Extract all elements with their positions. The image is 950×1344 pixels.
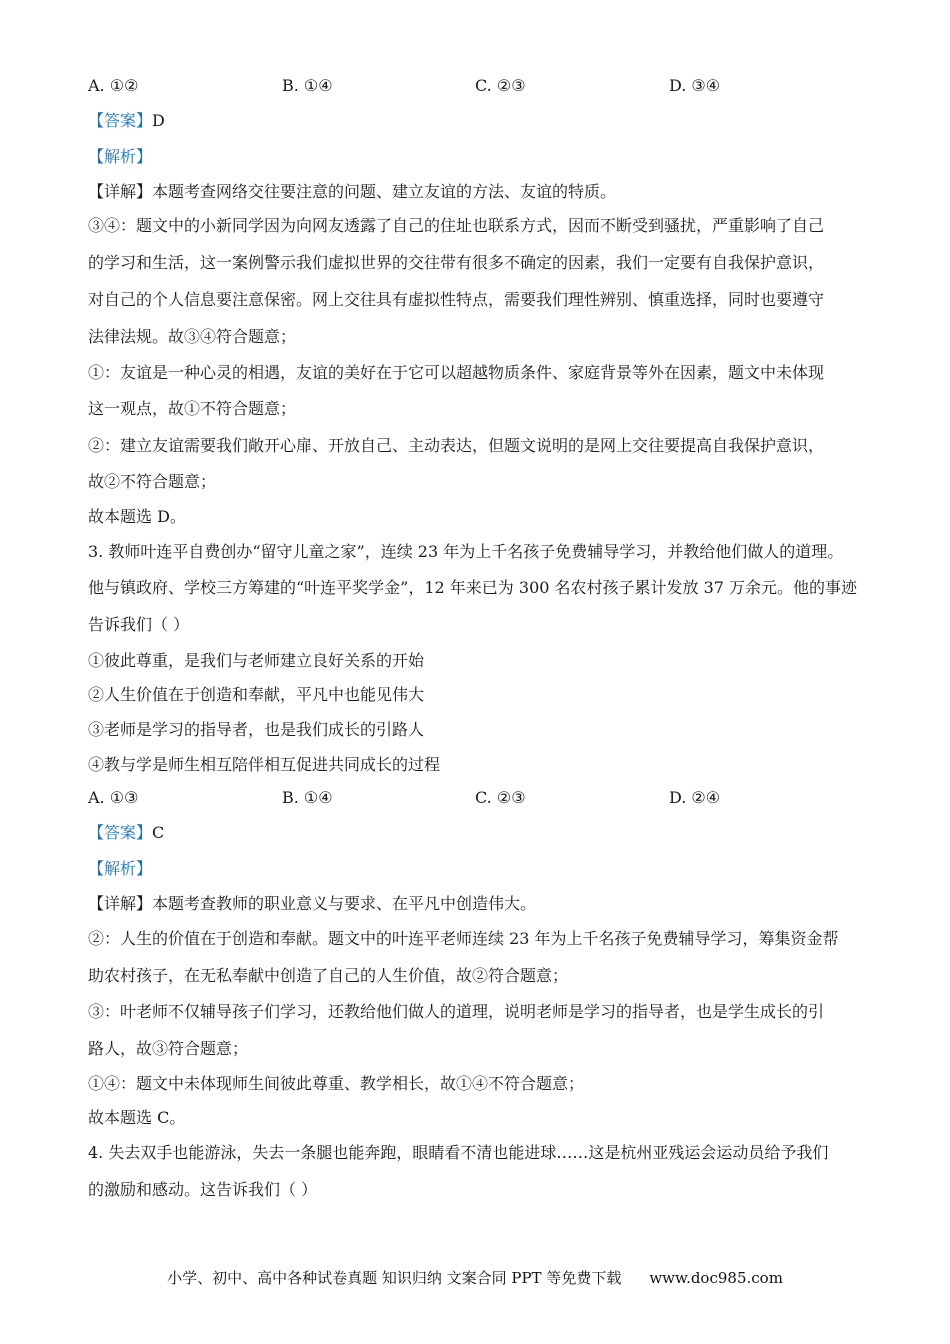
q2-analysis-line: ③④：题文中的小新同学因为向网友透露了自己的住址也联系方式，因而不断受到骚扰，严重影响了自己 — [88, 216, 825, 235]
q3-statement: ③老师是学习的指导者，也是我们成长的引路人 — [88, 720, 425, 739]
q2-option-a: A. ①② — [88, 76, 139, 95]
q2-answer — [88, 111, 165, 131]
detail-tag: 【详解】 — [88, 894, 153, 913]
q3-conclusion: 故本题选 C。 — [88, 1108, 186, 1127]
q3-statement: ①彼此尊重，是我们与老师建立良好关系的开始 — [88, 651, 425, 670]
q3-option-d: D. ②④ — [669, 788, 721, 807]
footer-text: 小学、初中、高中各种试卷真题 知识归纳 文案合同 PPT 等免费下载 — [167, 1269, 622, 1287]
q2-analysis-line: ①：友谊是一种心灵的相遇，友谊的美好在于它可以超越物质条件、家庭背景等外在因素，题文中未体现 — [88, 363, 825, 382]
q2-analysis-line: 法律法规。故③④符合题意； — [88, 327, 297, 346]
q3-analysis-line: ②：人生的价值在于创造和奉献。题文中的叶连平老师连续 23 年为上千名孩子免费辅导学习，筹集资金帮 — [88, 929, 839, 948]
q3-stem-line: 告诉我们（ ） — [88, 615, 190, 634]
q3-option-a: A. ①③ — [88, 788, 139, 807]
q2-analysis-line: ②：建立友谊需要我们敞开心扉、开放自己、主动表达，但题文说明的是网上交往要提高自我保护意识， — [88, 436, 825, 455]
q2-conclusion: 故本题选 D。 — [88, 507, 186, 526]
q3-analysis-line: 路人，故③符合题意； — [88, 1039, 249, 1058]
answer-value: D — [152, 111, 165, 130]
analysis-tag: 【解析】 — [88, 147, 153, 166]
q3-analysis-line: ③：叶老师不仅辅导孩子们学习，还教给他们做人的道理，说明老师是学习的指导者，也是学生成长的引 — [88, 1002, 825, 1021]
q3-analysis-line: 助农村孩子，在无私奉献中创造了自己的人生价值，故②符合题意； — [88, 966, 569, 985]
q3-statement: ④教与学是师生相互陪伴相互促进共同成长的过程 — [88, 755, 441, 774]
answer-value: C — [152, 823, 165, 842]
q3-stem-line: 他与镇政府、学校三方筹建的“叶连平奖学金”，12 年来已为 300 名农村孩子累计发放 37 万余元。他的事迹 — [88, 578, 858, 597]
q2-detail — [88, 182, 616, 202]
q3-analysis-line: ①④：题文中未体现师生间彼此尊重、教学相长，故①④不符合题意； — [88, 1074, 585, 1093]
q2-analysis-heading — [88, 147, 152, 167]
footer-link[interactable]: www.doc985.com — [649, 1269, 783, 1287]
q3-option-c: C. ②③ — [475, 788, 526, 807]
detail-tag: 【详解】 — [88, 182, 153, 201]
detail-text: 本题考查网络交往要注意的问题、建立友谊的方法、友谊的特质。 — [152, 182, 617, 201]
q4-stem-line: 的激励和感动。这告诉我们（ ） — [88, 1180, 318, 1199]
q3-detail — [88, 894, 536, 914]
q3-stem-line: 3. 教师叶连平自费创办“留守儿童之家”，连续 23 年为上千名孩子免费辅导学习，并教给他们做人的道理。 — [88, 542, 844, 561]
q3-analysis-heading — [88, 859, 152, 879]
answer-tag: 【答案】 — [88, 823, 153, 842]
q2-analysis-line: 这一观点，故①不符合题意； — [88, 399, 297, 418]
q2-analysis-line: 的学习和生活，这一案例警示我们虚拟世界的交往带有很多不确定的因素，我们一定要有自我保护意识， — [88, 253, 825, 272]
q3-answer — [88, 823, 164, 843]
q2-option-c: C. ②③ — [475, 76, 526, 95]
q2-option-b: B. ①④ — [282, 76, 333, 95]
page-footer — [0, 1268, 950, 1288]
q2-analysis-line: 故②不符合题意； — [88, 472, 217, 491]
analysis-tag: 【解析】 — [88, 859, 153, 878]
q2-option-d: D. ③④ — [669, 76, 721, 95]
answer-tag: 【答案】 — [88, 111, 153, 130]
q3-option-b: B. ①④ — [282, 788, 333, 807]
q4-stem-line: 4. 失去双手也能游泳，失去一条腿也能奔跑，眼睛看不清也能进球……这是杭州亚残运会运动员给予我们 — [88, 1143, 829, 1162]
q3-statement: ②人生价值在于创造和奉献，平凡中也能见伟大 — [88, 685, 425, 704]
detail-text: 本题考查教师的职业意义与要求、在平凡中创造伟大。 — [152, 894, 537, 913]
q2-analysis-line: 对自己的个人信息要注意保密。网上交往具有虚拟性特点，需要我们理性辨别、慎重选择，同时也要遵守 — [88, 290, 825, 309]
